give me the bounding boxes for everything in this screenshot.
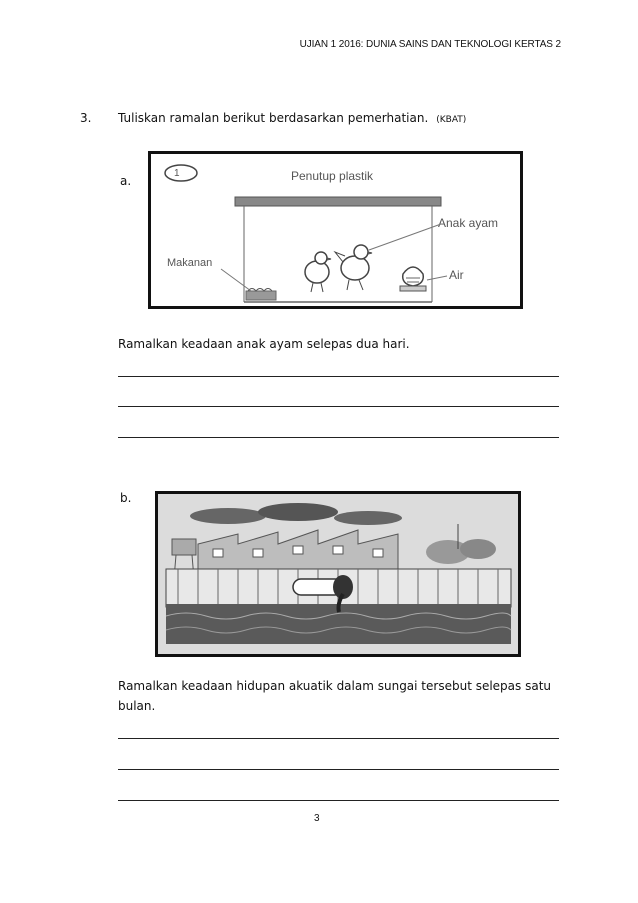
part-b-label: b. xyxy=(120,491,132,505)
answer-line-a3[interactable] xyxy=(118,437,559,438)
answer-line-b3[interactable] xyxy=(118,800,559,801)
chick-icon xyxy=(335,245,372,290)
chick-experiment-figure xyxy=(148,151,523,309)
part-a-prompt: Ramalkan keadaan anak ayam selepas dua hari. xyxy=(118,337,410,351)
figure-badge-icon xyxy=(165,165,197,181)
answer-line-a1[interactable] xyxy=(118,376,559,377)
plastic-lid xyxy=(235,197,441,206)
question-text xyxy=(118,111,466,125)
figure-badge-number: 1 xyxy=(174,168,180,179)
page-header: UJIAN 1 2016: DUNIA SAINS DAN TEKNOLOGI KERTAS 2 xyxy=(299,39,561,50)
answer-line-a2[interactable] xyxy=(118,406,559,407)
polluted-river-illustration xyxy=(158,494,518,654)
question-number: 3. xyxy=(80,111,92,125)
water-label: Air xyxy=(449,268,464,282)
water-dispenser-icon xyxy=(400,267,426,291)
food-label: Makanan xyxy=(167,257,213,269)
part-b-prompt: Ramalkan keadaan hidupan akuatik dalam sungai tersebut selepas satu bulan. xyxy=(118,679,552,713)
page-number: 3 xyxy=(314,813,320,824)
answer-line-b2[interactable] xyxy=(118,769,559,770)
chick-icon xyxy=(305,252,331,292)
chick-experiment-illustration xyxy=(151,154,520,306)
answer-line-b1[interactable] xyxy=(118,738,559,739)
question-instruction: Tuliskan ramalan berikut berdasarkan pemerhatian. xyxy=(118,111,429,125)
chick-label: Anak ayam xyxy=(438,216,499,230)
lid-label: Penutup plastik xyxy=(291,169,374,183)
part-a-label: a. xyxy=(120,174,132,188)
question-tag: (KBAT) xyxy=(436,115,467,125)
polluted-river-figure xyxy=(155,491,521,657)
